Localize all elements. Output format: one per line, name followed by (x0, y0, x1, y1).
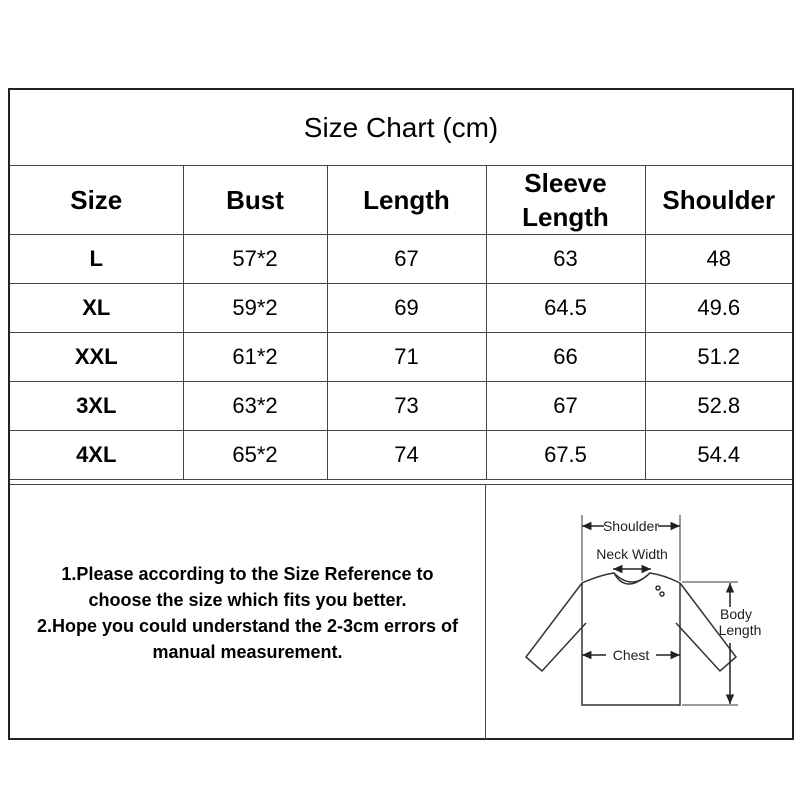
header-shoulder: Shoulder (645, 166, 792, 235)
cell-bust: 65*2 (183, 431, 327, 480)
cell-bust: 61*2 (183, 333, 327, 382)
cell-bust: 57*2 (183, 235, 327, 284)
cell-shoulder: 54.4 (645, 431, 792, 480)
cell-length: 69 (327, 284, 486, 333)
cell-size: XL (10, 284, 183, 333)
cell-sleeve: 66 (486, 333, 645, 382)
header-size: Size (10, 166, 183, 235)
sweater-diagram (486, 485, 792, 741)
cell-shoulder: 52.8 (645, 382, 792, 431)
size-chart (8, 88, 794, 740)
label-length: Length (718, 622, 762, 638)
cell-shoulder: 48 (645, 235, 792, 284)
note-line: 1.Please according to the Size Reference to (61, 563, 434, 584)
label-chest: Chest (612, 647, 650, 663)
cell-length: 67 (327, 235, 486, 284)
label-body: Body (720, 606, 752, 622)
table-row (10, 284, 792, 333)
cell-size: XXL (10, 333, 183, 382)
note-line: manual measurement. (152, 641, 343, 662)
cell-size: L (10, 235, 183, 284)
header-sleeve-line2: Length (522, 202, 609, 232)
cell-sleeve: 67.5 (486, 431, 645, 480)
label-neck-width: Neck Width (596, 546, 668, 562)
label-shoulder: Shoulder (602, 518, 660, 534)
measurement-notes (10, 485, 486, 740)
cell-size: 3XL (10, 382, 183, 431)
note-line: choose the size which fits you better. (88, 589, 407, 610)
cell-shoulder: 51.2 (645, 333, 792, 382)
sweater-outline-icon (526, 573, 736, 705)
measurement-diagram (486, 485, 792, 740)
size-table (10, 166, 792, 480)
cell-length: 74 (327, 431, 486, 480)
header-bust: Bust (183, 166, 327, 235)
cell-bust: 59*2 (183, 284, 327, 333)
cell-length: 71 (327, 333, 486, 382)
cell-length: 73 (327, 382, 486, 431)
chart-title: Size Chart (cm) (10, 90, 792, 166)
cell-bust: 63*2 (183, 382, 327, 431)
table-row (10, 235, 792, 284)
cell-sleeve: 63 (486, 235, 645, 284)
cell-shoulder: 49.6 (645, 284, 792, 333)
note-line: 2.Hope you could understand the 2-3cm errors of (36, 615, 459, 636)
header-sleeve-length (486, 166, 645, 235)
table-row (10, 333, 792, 382)
header-length: Length (327, 166, 486, 235)
header-sleeve-line1: Sleeve (524, 168, 607, 198)
header-row (10, 166, 792, 235)
cell-sleeve: 64.5 (486, 284, 645, 333)
table-row (10, 382, 792, 431)
cell-size: 4XL (10, 431, 183, 480)
bottom-section (10, 484, 792, 740)
cell-sleeve: 67 (486, 382, 645, 431)
table-row (10, 431, 792, 480)
